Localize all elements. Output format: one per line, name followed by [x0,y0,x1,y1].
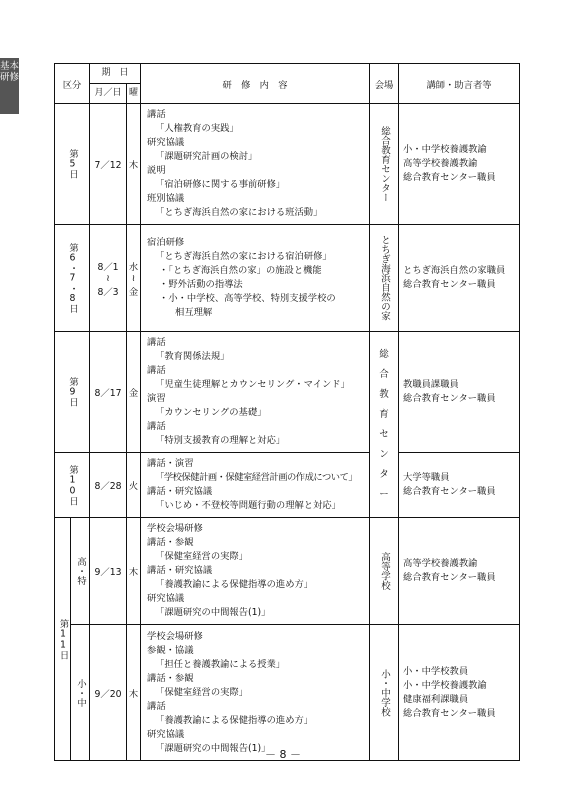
day-cell: 木 [127,518,141,625]
venue-char: ー [379,488,389,500]
content-line: 講話・参観 [147,537,194,548]
header-you: 曜 [127,84,141,104]
content-line: 「保健室経営の実際」 [155,551,249,562]
lecturer-line: 大学等職員 [403,472,450,483]
content-line: ・野外活動の指導法 [159,279,243,290]
content-line: 「課題研究の中間報告(1)」 [155,607,271,618]
content-cell [141,625,370,761]
venue-char: 教 [379,388,389,400]
content-line: 「とちぎ海浜自然の家における宿泊研修」 [155,251,332,262]
lecturer-line: 高等学校養護教諭 [403,158,478,169]
session-label: 第10日 [67,464,78,506]
content-line: ・小・中学校、高等学校、特別支援学校の [159,293,336,304]
row-day11-elem [55,625,520,761]
content-line: 講話・演習 [147,458,194,469]
lecturer-cell [399,453,520,518]
content-cell [141,104,370,225]
content-line: 講話 [147,337,166,348]
row-day10 [55,453,520,518]
lecturer-line: 小・中学校教員 [403,665,469,677]
lecturer-line: 総合教育センター職員 [403,486,496,497]
content-line: 「いじめ・不登校等問題行動の理解と対応」 [155,500,341,511]
section-side-tab [0,58,19,114]
date-cell: 8／28 [90,453,127,518]
date-cell: 8／17 [90,332,127,453]
header-kaijou: 会場 [370,64,399,104]
content-line: 講話・研究協議 [147,486,213,497]
date-start: 8／1 [97,261,119,273]
header-kijitsu: 期 日 [90,64,141,84]
header-koushi: 講師・助言者等 [399,64,520,104]
row-day5 [55,104,520,225]
content-line: 説明 [147,165,166,176]
lecturer-line: 総合教育センター職員 [403,707,496,719]
content-line: 研究協議 [147,728,185,740]
venue-char: タ [379,468,389,480]
content-line: 学校会場研修 [147,630,203,642]
lecturer-line: 小・中学校養護教諭 [403,144,487,155]
venue-cell: 総合教育センター [379,126,391,202]
venue-char: 総 [379,348,389,360]
content-line: 「児童生徒理解とカウンセリング・マインド」 [155,379,350,390]
lecturer-line: 総合教育センター職員 [403,172,496,183]
day-end: 金 [128,286,139,298]
session-label: 第5日 [67,149,78,179]
group-label: 小・中 [75,678,86,707]
side-tab-line-1: 基本 [0,61,20,72]
content-line: 参観・協議 [147,644,194,656]
content-line: 研究協議 [147,137,185,148]
venue-char: ン [379,448,389,460]
date-cell: 9／20 [90,625,127,761]
header-naiyou: 研 修 内 容 [141,64,370,104]
lecturer-cell [399,518,520,625]
content-line: 「カウンセリングの基礎」 [155,407,267,418]
content-line: 講話 [147,700,166,712]
day-start: 水 [128,261,139,273]
group-label: 高・特 [75,557,86,585]
content-line: 「特別支援教育の理解と対応」 [155,435,286,446]
content-line: 「教育関係法規」 [155,351,230,362]
content-cell [141,453,370,518]
page-number: － 8 － [265,748,301,761]
row-day6-8 [55,225,520,332]
content-line: 講話 [147,421,166,432]
content-line: 研究協議 [147,593,185,604]
lecturer-cell [399,104,520,225]
content-line: 「宿泊研修に関する事前研修」 [155,179,286,190]
content-line: 講話・研究協議 [147,565,213,576]
day-cell: 木 [127,104,141,225]
lecturer-cell [399,332,520,453]
content-cell [141,225,370,332]
content-cell [141,518,370,625]
session-label: 第9日 [67,377,78,407]
lecturer-line: 総合教育センター職員 [403,572,496,583]
lecturer-line: 健康福利課職員 [403,693,469,705]
venue-char: セ [379,428,389,440]
content-line: 「保健室経営の実際」 [155,686,249,698]
content-line: 相互理解 [175,307,213,318]
content-line: 講話・参観 [147,672,194,684]
day-cell: 木 [127,625,141,761]
lecturer-line: 教職員課職員 [403,379,459,390]
content-line: 宿泊研修 [147,237,185,248]
row-day9 [55,332,520,453]
lecturer-cell [399,625,520,761]
venue-char: 育 [379,408,389,420]
content-line: 「担任と養護教諭による授業」 [155,658,286,670]
content-line: 「とちぎ海浜自然の家における班活動」 [155,207,323,218]
day-cell [127,225,141,332]
date-cell [90,225,127,332]
venue-cell: 小・中学校 [379,668,391,717]
side-tab-line-2: 研修 [0,72,20,83]
venue-center-cell [370,332,399,518]
date-end: 8／3 [97,286,119,298]
lecturer-cell [399,225,520,332]
content-line: 「人権教育の実践」 [155,123,239,134]
lecturer-line: 総合教育センター職員 [403,279,496,290]
schedule-table [54,63,520,761]
content-line: 学校会場研修 [147,523,203,534]
content-cell [141,332,370,453]
row-day11-high [55,518,520,625]
date-sep: ≀ [106,272,110,284]
date-cell: 9／13 [90,518,127,625]
date-cell: 7／12 [90,104,127,225]
content-line: ・「とちぎ海浜自然の家」の施設と機能 [159,265,322,276]
lecturer-line: とちぎ海浜自然の家職員 [403,265,506,276]
lecturer-line: 小・中学校養護教諭 [403,679,487,691]
day-cell: 火 [127,453,141,518]
content-line: 「課題研究の中間報告(1)」 [155,742,271,754]
day-sep: ≀ [131,272,136,284]
header-tsuki-hi: 月／日 [90,84,127,104]
lecturer-line: 高等学校養護教諭 [403,558,478,569]
lecturer-line: 総合教育センター職員 [403,393,496,404]
content-line: 講話 [147,109,166,120]
session-label: 第6・7・8日 [67,242,78,314]
day-cell: 金 [127,332,141,453]
content-line: 「課題研究計画の検討」 [155,151,258,162]
content-line: 「養護教諭による保健指導の進め方」 [155,579,314,590]
content-line: 「学校保健計画・保健室経営計画の作成について」 [155,472,358,483]
header-kubun: 区分 [55,64,90,104]
venue-cell: 高等学校 [379,552,391,590]
session-label: 第11日 [57,618,69,660]
content-line: 演習 [147,393,166,404]
content-line: 講話 [147,365,166,376]
venue-cell: とちぎ海浜自然の家 [379,235,391,321]
venue-char: 合 [379,368,389,380]
content-line: 班別協議 [147,193,185,204]
content-line: 「養護教諭による保健指導の進め方」 [155,714,314,726]
